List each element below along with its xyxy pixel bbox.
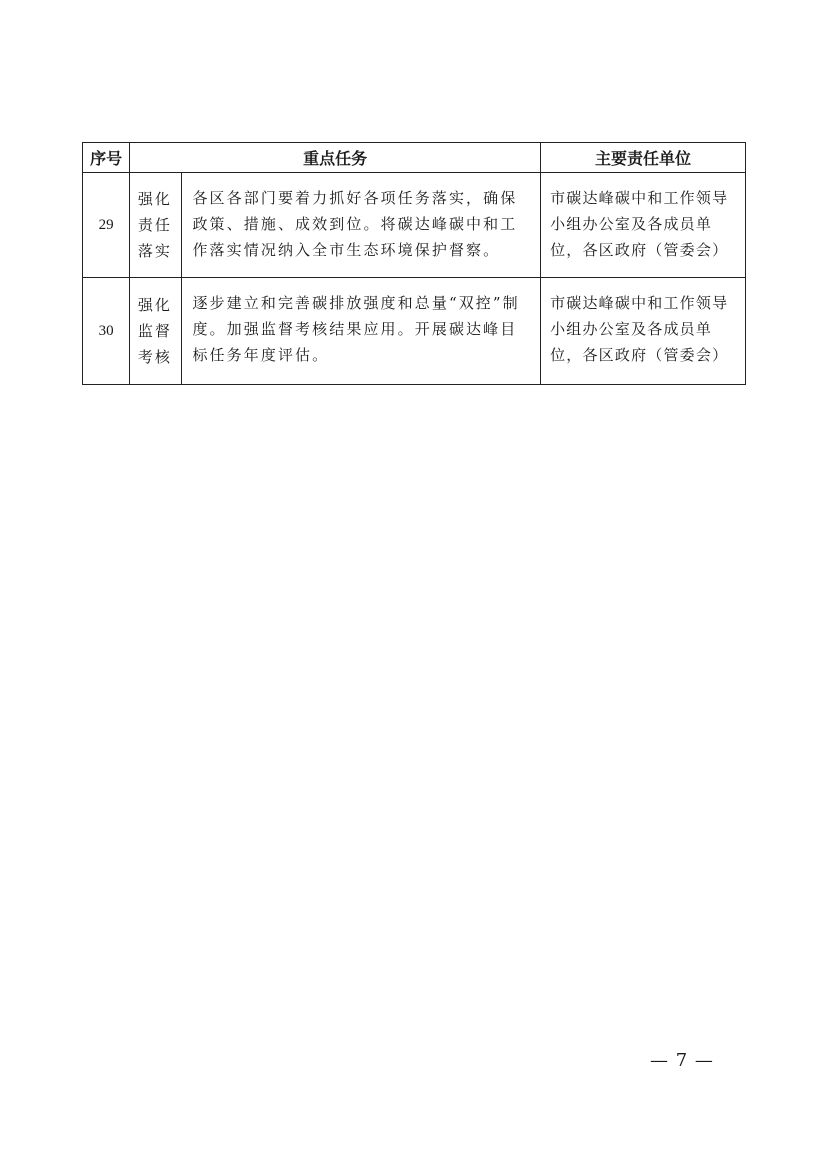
row-task: 逐步建立和完善碳排放强度和总量“双控”制度。加强监督考核结果应用。开展碳达峰目标任务年度评估。 [192, 294, 520, 364]
row-category-cell [130, 173, 182, 278]
row-task-cell [182, 278, 541, 385]
row-number: 29 [83, 173, 130, 278]
row-category: 强化监督考核 [137, 296, 172, 366]
row-number: 30 [83, 278, 130, 385]
row-unit: 市碳达峰碳中和工作领导小组办公室及各成员单位，各区政府（管委会） [550, 294, 729, 364]
page-number: — 7 — [650, 1050, 714, 1071]
table-row [83, 173, 746, 278]
row-task-cell [182, 173, 541, 278]
row-unit-cell [541, 173, 746, 278]
table-header [83, 143, 746, 173]
row-category-cell [130, 278, 182, 385]
header-unit: 主要责任单位 [541, 143, 746, 173]
header-task: 重点任务 [130, 143, 541, 173]
row-unit-cell [541, 278, 746, 385]
header-no: 序号 [83, 143, 130, 173]
row-task: 各区各部门要着力抓好各项任务落实，确保政策、措施、成效到位。将碳达峰碳中和工作落实情况纳入全市生态环境保护督察。 [192, 189, 518, 259]
task-table [82, 142, 746, 385]
table-row [83, 278, 746, 385]
row-unit: 市碳达峰碳中和工作领导小组办公室及各成员单位，各区政府（管委会） [550, 189, 729, 259]
row-category: 强化责任落实 [137, 190, 172, 260]
header-row [83, 143, 746, 173]
